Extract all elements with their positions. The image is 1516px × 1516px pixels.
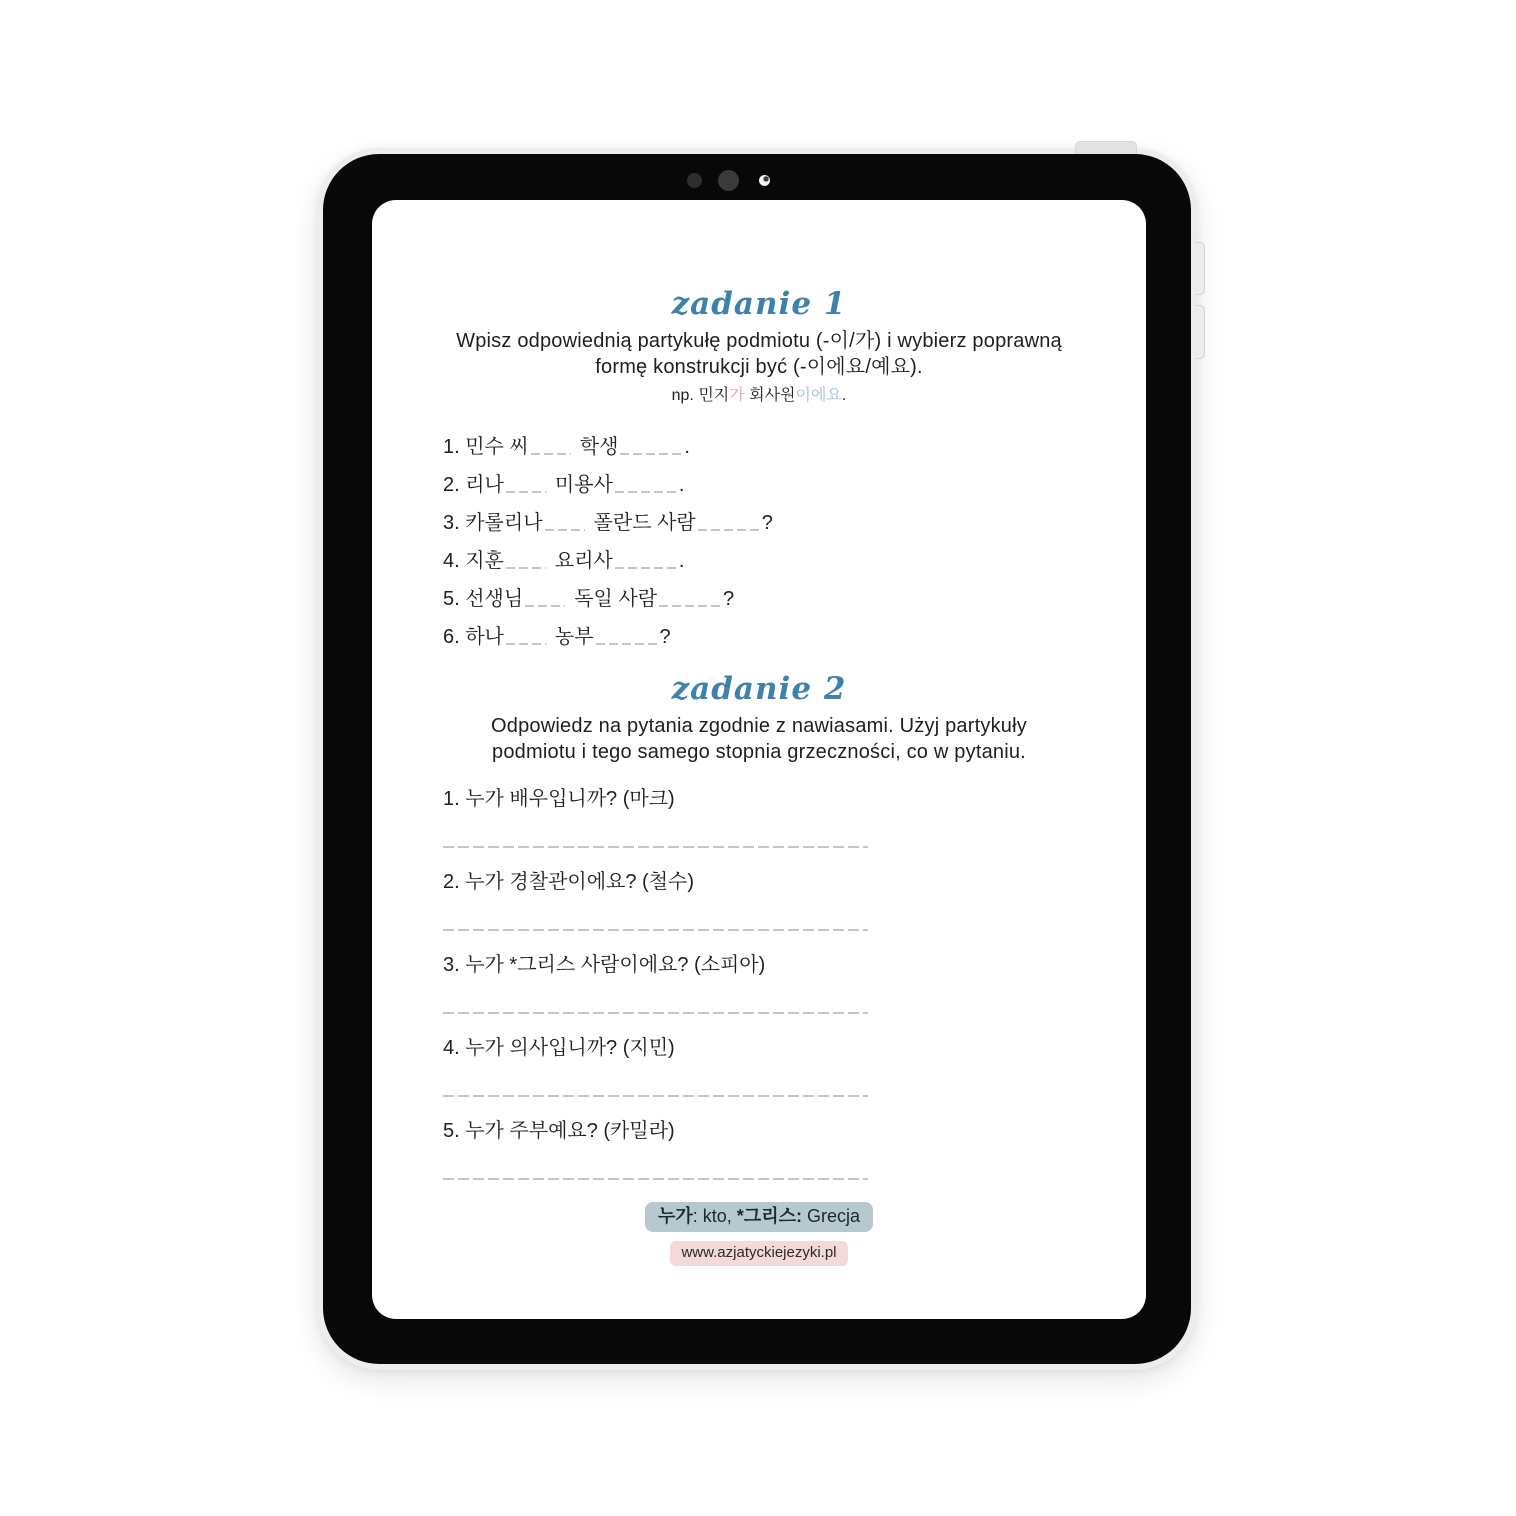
item-text: 1. 민수 씨 xyxy=(443,436,529,458)
task2-instructions: Odpowiedz na pytania zgodnie z nawiasami. Użyj partykuły podmiotu i tego samego stopnia grzeczności, co w pytaniu. xyxy=(491,715,1027,763)
task1-item-list xyxy=(443,436,1146,649)
footer-row xyxy=(372,1241,1146,1266)
item-text: ? xyxy=(761,512,773,534)
item-text: 4. 지훈 xyxy=(443,550,504,572)
copula-blank[interactable] xyxy=(659,605,721,607)
copula-blank[interactable] xyxy=(615,491,677,493)
item-text: 3. 카롤리나 xyxy=(443,512,543,534)
task1-item xyxy=(443,474,1146,497)
answer-line[interactable] xyxy=(443,1095,868,1097)
particle-blank[interactable] xyxy=(525,605,565,607)
task1-item xyxy=(443,550,1146,573)
item-text: 2. 리나 xyxy=(443,474,504,496)
copula-blank[interactable] xyxy=(698,529,760,531)
question-text: 4. 누가 의사입니까? (지민) xyxy=(443,1037,675,1059)
camera-dot-icon xyxy=(718,170,739,191)
task2-question xyxy=(443,953,1146,1014)
task2-question xyxy=(443,787,1146,848)
particle-blank[interactable] xyxy=(506,567,546,569)
item-text: . xyxy=(684,436,690,458)
item-text: 5. 선생님 xyxy=(443,588,524,610)
vocab-term: 누가 xyxy=(658,1206,693,1226)
question-text: 1. 누가 배우입니까? (마크) xyxy=(443,788,675,810)
website-url: www.azjatyckiejezyki.pl xyxy=(670,1241,847,1266)
task1-example xyxy=(372,385,1146,406)
task2-question xyxy=(443,1119,1146,1180)
item-text: 학생 xyxy=(579,436,619,458)
task2-heading: zadanie 2 xyxy=(671,671,847,707)
particle-blank[interactable] xyxy=(531,453,571,455)
copula-blank[interactable] xyxy=(615,567,677,569)
item-text: 폴란드 사람 xyxy=(593,512,696,534)
question-text: 5. 누가 주부예요? (카밀라) xyxy=(443,1120,675,1142)
task1-instructions: Wpisz odpowiednią partykułę podmiotu (-이/가) i wybierz poprawną formę konstrukcji być (-이에요/예요). xyxy=(456,330,1062,378)
task1-item xyxy=(443,588,1146,611)
vocab-row xyxy=(372,1202,1146,1232)
item-text: 요리사 xyxy=(554,550,613,572)
question-text: 2. 누가 경찰관이에요? (철수) xyxy=(443,871,694,893)
example-part: . xyxy=(841,387,847,404)
vocab-translation: Grecja xyxy=(801,1206,860,1226)
camera-lens-icon xyxy=(759,175,770,186)
answer-line[interactable] xyxy=(443,929,868,931)
worksheet-page xyxy=(372,200,1146,1319)
particle-blank[interactable] xyxy=(506,643,546,645)
task1-heading: zadanie 1 xyxy=(671,286,847,322)
example-copula: 이에요 xyxy=(795,387,842,404)
item-text: . xyxy=(678,550,685,572)
answer-line[interactable] xyxy=(443,1178,868,1180)
vocab-translation: : kto, xyxy=(692,1206,737,1226)
volume-down-button xyxy=(1195,305,1205,359)
example-part: np. 민지 xyxy=(671,387,730,404)
item-text: 6. 하나 xyxy=(443,626,504,648)
power-button xyxy=(1075,141,1137,155)
task2-question xyxy=(443,870,1146,931)
task2-question-list xyxy=(443,787,1146,1180)
task1-item xyxy=(443,436,1146,459)
item-text: 농부 xyxy=(554,626,594,648)
item-text: . xyxy=(678,474,685,496)
particle-blank[interactable] xyxy=(545,529,585,531)
item-text: 미용사 xyxy=(554,474,613,496)
item-text: 독일 사람 xyxy=(574,588,658,610)
copula-blank[interactable] xyxy=(596,643,658,645)
task1-item xyxy=(443,512,1146,535)
answer-line[interactable] xyxy=(443,846,868,848)
vocab-term: *그리스: xyxy=(736,1206,802,1226)
vocab-note xyxy=(645,1202,873,1232)
tablet-device xyxy=(317,148,1197,1370)
tablet-bezel xyxy=(323,154,1191,1364)
item-text: ? xyxy=(723,588,735,610)
copula-blank[interactable] xyxy=(620,453,682,455)
answer-line[interactable] xyxy=(443,1012,868,1014)
example-particle: 가 xyxy=(729,387,745,404)
particle-blank[interactable] xyxy=(506,491,546,493)
question-text: 3. 누가 *그리스 사람이에요? (소피아) xyxy=(443,954,766,976)
volume-up-button xyxy=(1195,242,1205,295)
item-text: ? xyxy=(659,626,671,648)
example-part: 회사원 xyxy=(744,387,796,404)
sensor-dot-icon xyxy=(687,173,702,188)
task2-question xyxy=(443,1036,1146,1097)
task1-item xyxy=(443,626,1146,649)
